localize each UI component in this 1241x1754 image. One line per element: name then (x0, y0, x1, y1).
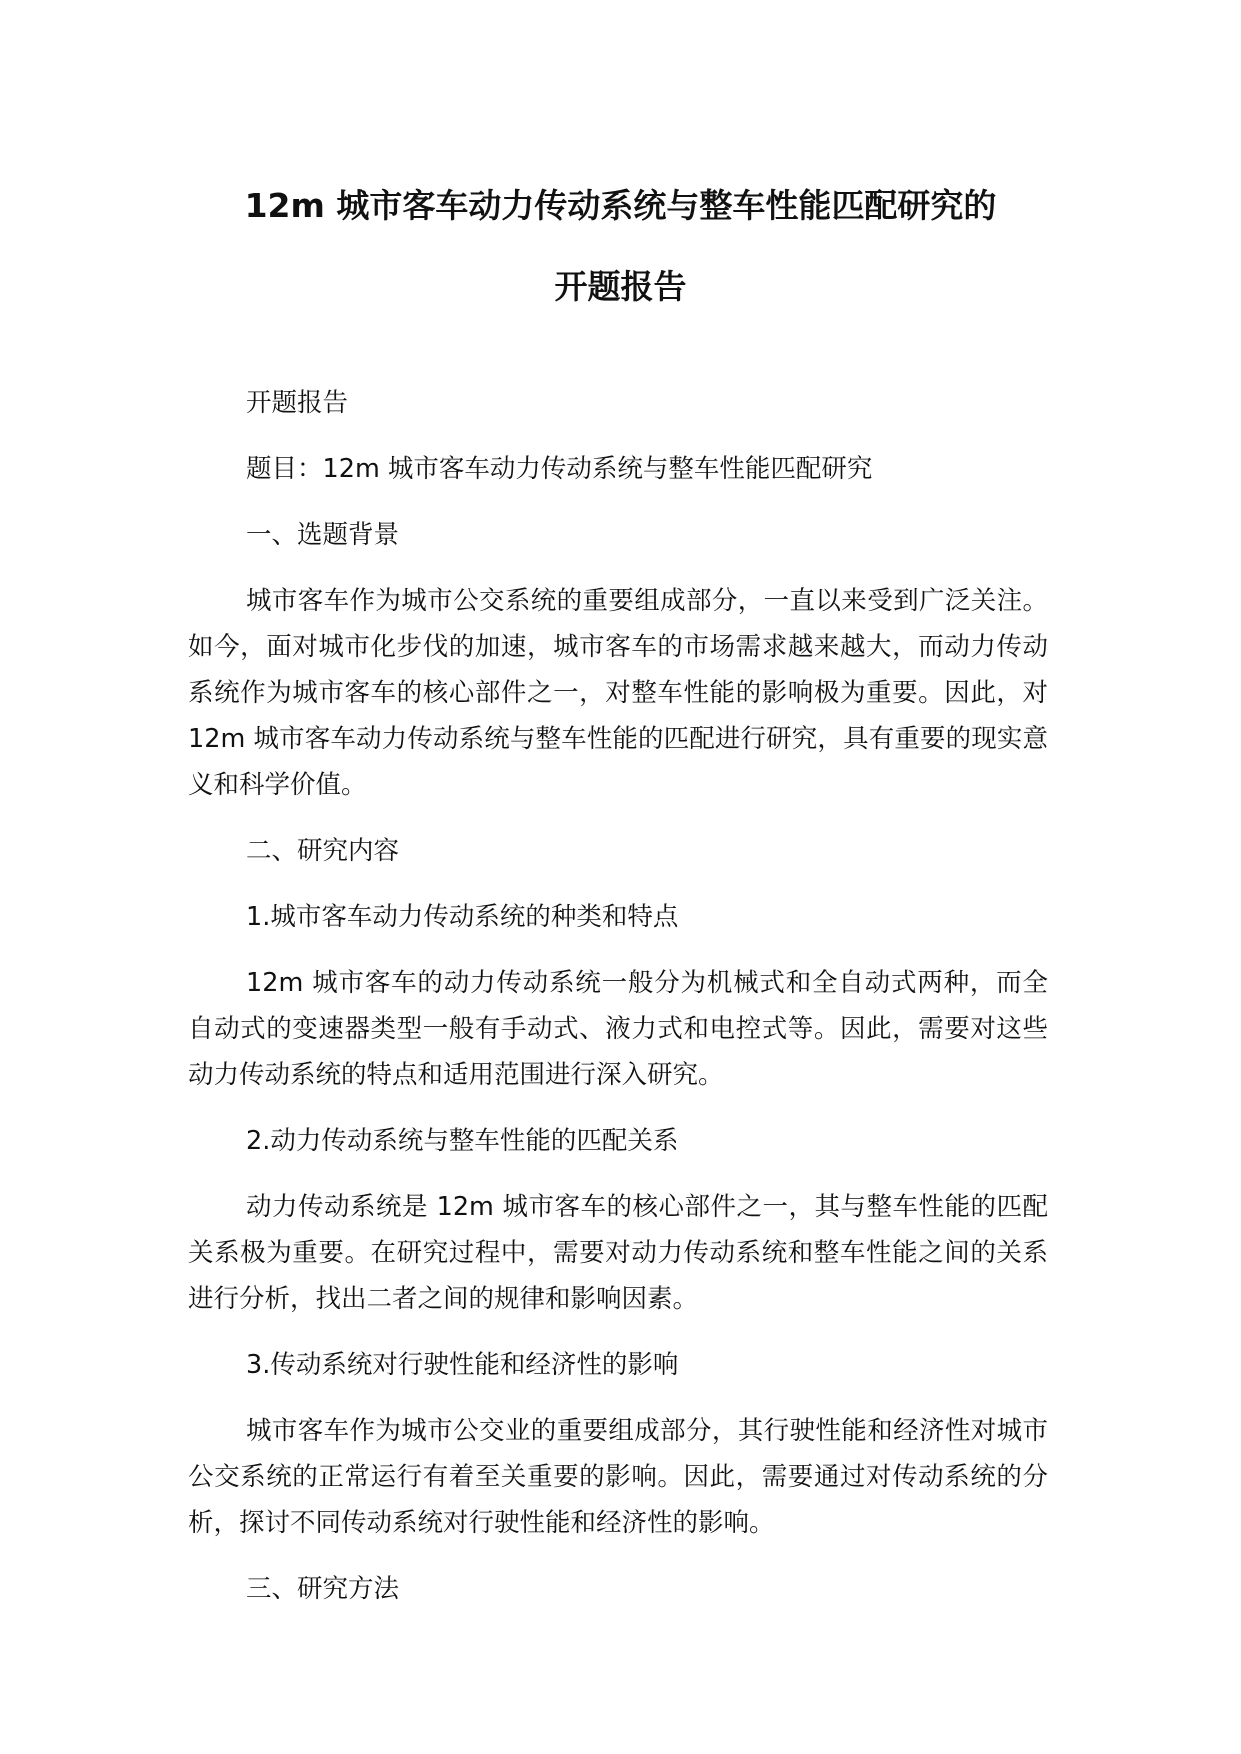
document-title-line-2: 开题报告 (554, 267, 687, 306)
document-body (188, 380, 1048, 1612)
subheading-driving-economy: 3.传动系统对行驶性能和经济性的影响 (246, 1350, 679, 1380)
document-title-line-1: 12m 城市客车动力传动系统与整车性能匹配研究的 (244, 186, 997, 225)
section-heading-background: 一、选题背景 (246, 520, 400, 550)
section-heading-research-content: 二、研究内容 (246, 836, 400, 866)
paragraph-matching-relation: 动力传动系统是 12m 城市客车的核心部件之一，其与整车性能的匹配关系极为重要。在研究过程中，需要对动力传动系统和整车性能之间的关系进行分析，找出二者之间的规律和影响因素。 (188, 1192, 1048, 1314)
paragraph-driving-economy: 城市客车作为城市公交业的重要组成部分，其行驶性能和经济性对城市公交系统的正常运行有着至关重要的影响。因此，需要通过对传动系统的分析，探讨不同传动系统对行驶性能和经济性的影响。 (188, 1416, 1048, 1538)
paragraph-types-features: 12m 城市客车的动力传动系统一般分为机械式和全自动式两种，而全自动式的变速器类型一般有手动式、液力式和电控式等。因此，需要对这些动力传动系统的特点和适用范围进行深入研究。 (188, 968, 1048, 1090)
report-label: 开题报告 (246, 388, 349, 418)
paragraph-background: 城市客车作为城市公交系统的重要组成部分，一直以来受到广泛关注。如今，面对城市化步伐的加速，城市客车的市场需求越来越大，而动力传动系统作为城市客车的核心部件之一，对整车性能的影响极为重要。因此，对 12m 城市客车动力传动系统与整车性能的匹配进行研究，具有重要的现实意义和科学价值。 (188, 586, 1048, 800)
section-heading-research-method: 三、研究方法 (246, 1574, 400, 1604)
subheading-types-features: 1.城市客车动力传动系统的种类和特点 (246, 902, 679, 932)
subheading-matching-relation: 2.动力传动系统与整车性能的匹配关系 (246, 1126, 679, 1156)
topic-line: 题目：12m 城市客车动力传动系统与整车性能匹配研究 (246, 454, 873, 484)
